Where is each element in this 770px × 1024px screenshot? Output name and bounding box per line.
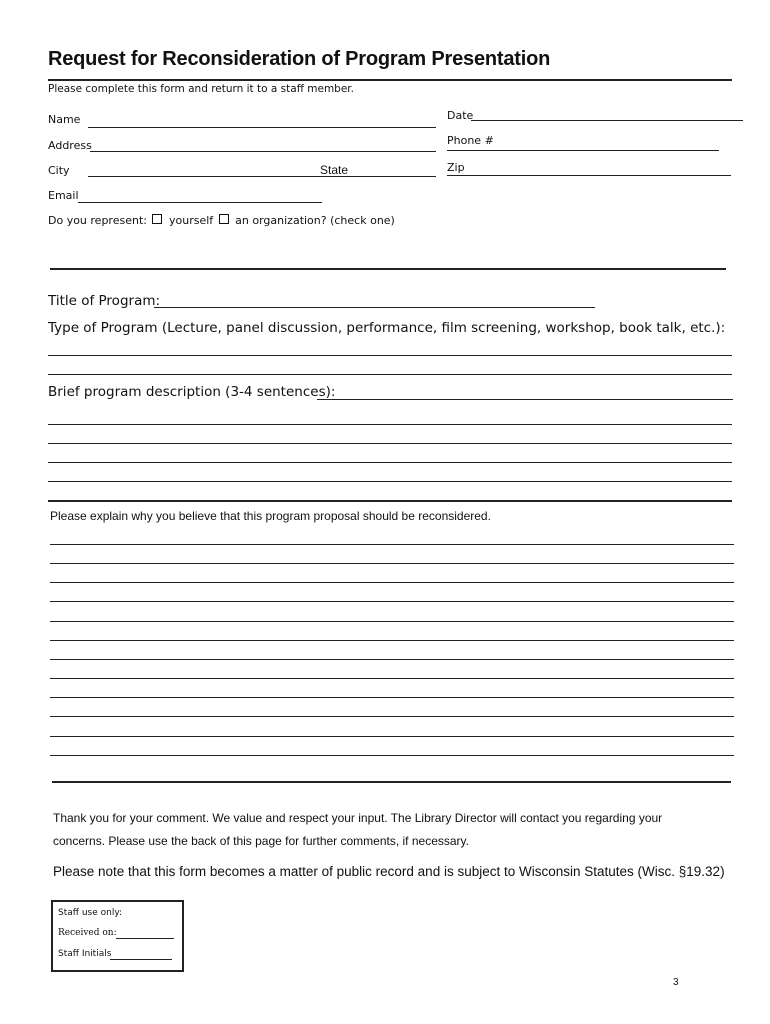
instructions-text: Please complete this form and return it to a staff member. xyxy=(48,83,354,95)
zip-label: Zip xyxy=(447,161,465,174)
title-rule xyxy=(48,79,732,81)
reason-line-10[interactable] xyxy=(50,716,734,717)
page-number: 3 xyxy=(673,977,679,988)
option-yourself-label: yourself xyxy=(168,214,214,227)
phone-label: Phone # xyxy=(447,134,494,147)
received-on-label: Received on: xyxy=(58,928,117,938)
program-title-label: Title of Program: xyxy=(48,293,161,309)
date-label: Date xyxy=(447,109,474,122)
email-field[interactable] xyxy=(78,202,322,203)
reconsider-prompt: Please explain why you believe that this program proposal should be reconsidered. xyxy=(50,509,491,523)
state-label: State xyxy=(320,163,349,177)
represent-question: Do you represent: xyxy=(48,214,147,227)
reason-line-7[interactable] xyxy=(50,659,734,660)
reason-line-6[interactable] xyxy=(50,640,734,641)
phone-field[interactable] xyxy=(447,150,719,151)
thanks-line-2: concerns. Please use the back of this page for further comments, if necessary. xyxy=(53,834,469,848)
reason-line-4[interactable] xyxy=(50,601,734,602)
program-type-line-2[interactable] xyxy=(48,374,732,375)
name-label: Name xyxy=(48,113,81,126)
description-line-3[interactable] xyxy=(48,462,732,463)
reason-line-13[interactable] xyxy=(52,781,731,783)
description-line-2[interactable] xyxy=(48,443,732,444)
represent-row xyxy=(48,214,395,227)
checkbox-yourself[interactable] xyxy=(152,214,162,224)
staff-use-box xyxy=(51,900,184,972)
reason-line-8[interactable] xyxy=(50,678,734,679)
staff-initials-label: Staff Initials xyxy=(58,949,112,959)
description-line-1[interactable] xyxy=(48,424,732,425)
program-type-label: Type of Program (Lecture, panel discussion, performance, film screening, workshop, book talk, etc.): xyxy=(48,320,726,336)
reason-line-1[interactable] xyxy=(50,544,734,545)
page-title: Request for Reconsideration of Program Presentation xyxy=(48,48,551,70)
staff-initials-field[interactable] xyxy=(110,959,172,960)
section-divider xyxy=(50,268,726,270)
zip-field[interactable] xyxy=(447,175,731,176)
reason-line-3[interactable] xyxy=(50,582,734,583)
description-line-0[interactable] xyxy=(317,399,733,400)
email-label: Email xyxy=(48,189,79,202)
description-label: Brief program description (3-4 sentences): xyxy=(48,384,336,400)
address-field[interactable] xyxy=(90,151,436,152)
city-field[interactable] xyxy=(88,176,436,177)
name-field[interactable] xyxy=(88,127,436,128)
description-line-4[interactable] xyxy=(48,481,732,482)
program-type-line-1[interactable] xyxy=(48,355,732,356)
city-label: City xyxy=(48,164,70,177)
thanks-line-1: Thank you for your comment. We value and respect your input. The Library Director will contact you regarding your xyxy=(53,811,663,825)
address-label: Address xyxy=(48,139,92,152)
checkbox-organization[interactable] xyxy=(219,214,229,224)
reason-line-9[interactable] xyxy=(50,697,734,698)
staff-use-heading: Staff use only: xyxy=(58,908,123,918)
public-record-note: Please note that this form becomes a matter of public record and is subject to Wisconsin Statutes (Wisc. §19.32) xyxy=(53,864,725,879)
received-on-field[interactable] xyxy=(116,938,174,939)
date-field[interactable] xyxy=(471,120,743,121)
reason-line-12[interactable] xyxy=(50,755,734,756)
program-title-field[interactable] xyxy=(154,307,595,308)
reason-line-2[interactable] xyxy=(50,563,734,564)
description-line-5[interactable] xyxy=(48,500,732,502)
option-organization-label: an organization? (check one) xyxy=(235,214,395,227)
reason-line-11[interactable] xyxy=(50,736,734,737)
reason-line-5[interactable] xyxy=(50,621,734,622)
